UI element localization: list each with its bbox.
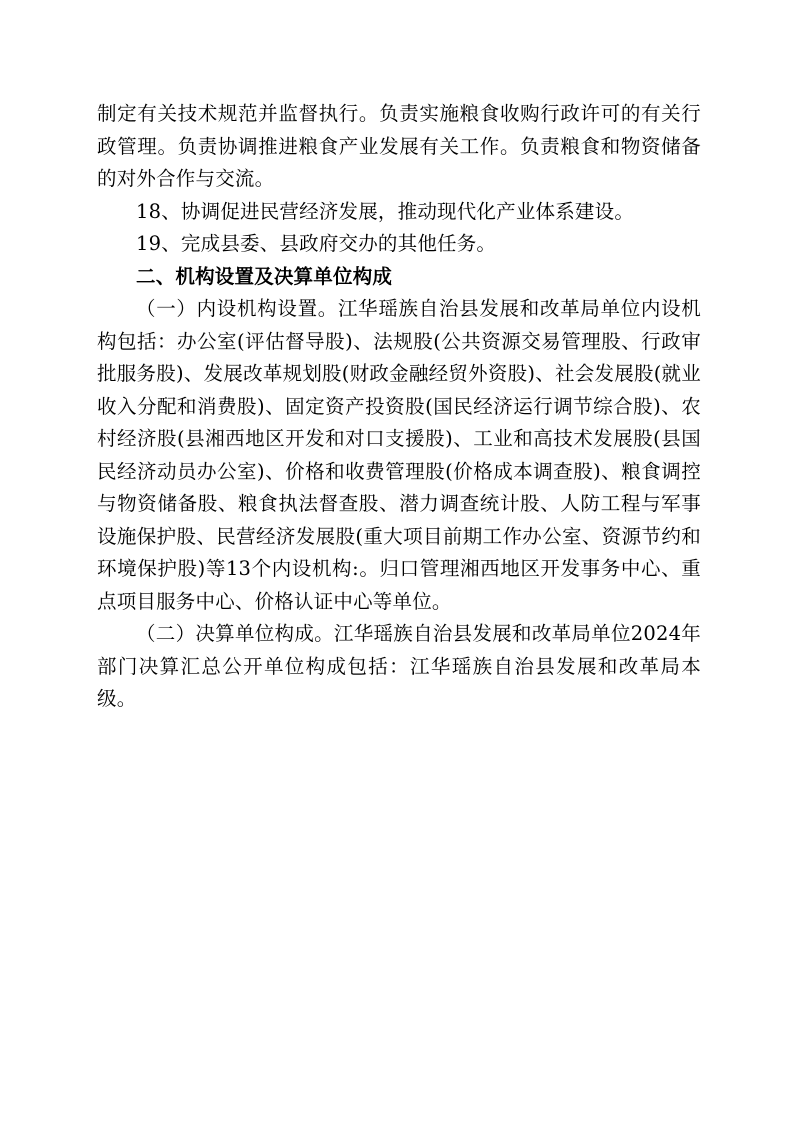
paragraph-internal-structure: （一）内设机构设置。江华瑶族自治县发展和改革局单位内设机构包括：办公室(评估督导股)、法规股(公共资源交易管理股、行政审批服务股)、发展改革规划股(财政金融经贸外资股)、社会发展股(就业收入分配和消费股)、固定资产投资股(国民经济运行调节综合股)、农村经济股(县湘西地区开发和对口支援股)、工业和高技术发展股(县国民经济动员办公室)、价格和收费管理股(价格成本调查股)、粮食调控与物资储备股、粮食执法督查股、潜力调查统计股、人防工程与军事设施保护股、民营经济发展股(重大项目前期工作办公室、资源节约和环境保护股)等13个内设机构:。归口管理湘西地区开发事务中心、重点项目服务中心、价格认证中心等单位。 [97, 297, 701, 613]
document-body [97, 98, 701, 716]
section-heading: 二、机构设置及决算单位构成 [136, 264, 393, 288]
paragraph-item-18: 18、协调促进民营经济发展，推动现代化产业体系建设。 [136, 199, 635, 223]
paragraph-accounting-units: （二）决算单位构成。江华瑶族自治县发展和改革局单位2024年部门决算汇总公开单位构成包括：江华瑶族自治县发展和改革局本级。 [97, 622, 701, 710]
paragraph-item-19: 19、完成县委、县政府交办的其他任务。 [136, 232, 497, 255]
paragraph-duties-continued: 制定有关技术规范并监督执行。负责实施粮食收购行政许可的有关行政管理。负责协调推进粮食产业发展有关工作。负责粮食和物资储备的对外合作与交流。 [97, 102, 701, 190]
